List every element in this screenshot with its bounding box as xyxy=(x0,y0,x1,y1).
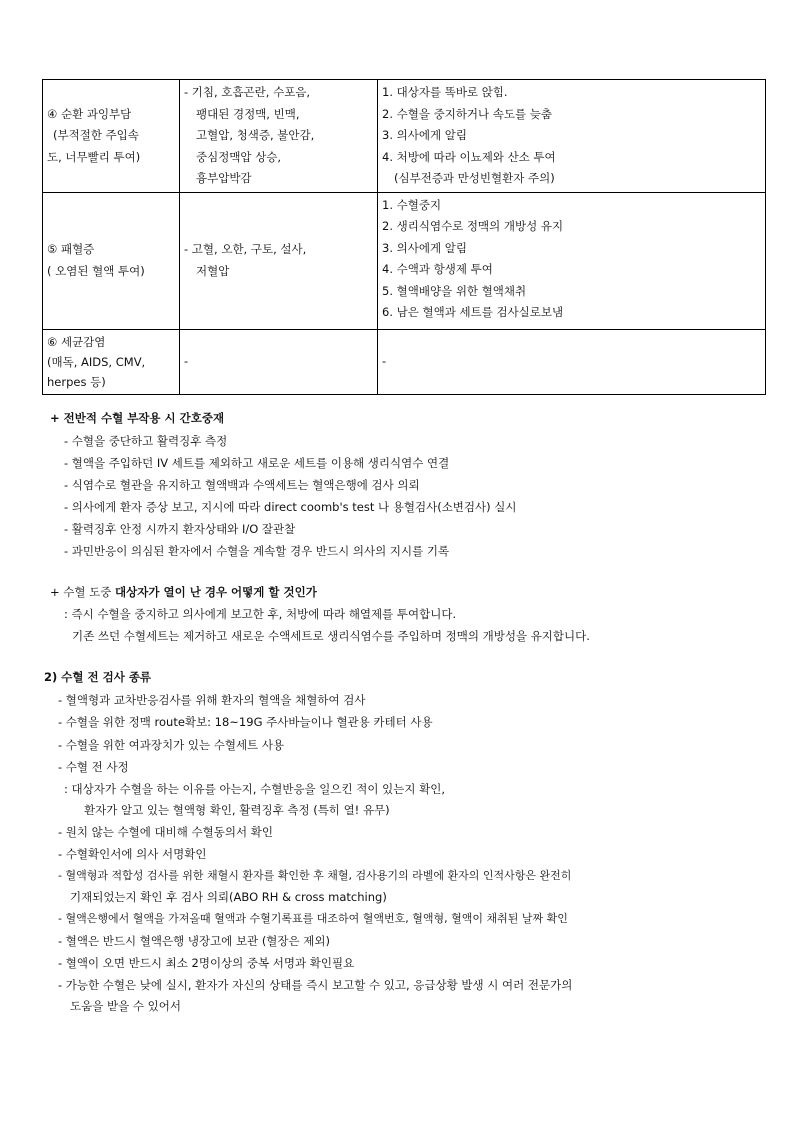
table-row xyxy=(43,80,766,193)
list-item: - 원치 않는 수혈에 대비해 수혈동의서 확인 xyxy=(58,825,273,839)
cause-cell xyxy=(43,329,180,394)
symptom-line: 중심정맥압 상승, xyxy=(196,149,282,164)
intervention-line: 3. 의사에게 알림 xyxy=(382,128,467,142)
list-item: - 수혈 전 사정 xyxy=(58,760,129,774)
symptom-line: 저혈압 xyxy=(196,263,230,278)
intervention-line: 1. 수혈중지 xyxy=(382,197,442,212)
list-item: - 혈액이 오면 반드시 최소 2명이상의 중복 서명과 확인필요 xyxy=(58,956,355,970)
intervention-line: 2. 생리식염수로 정맥의 개방성 유지 xyxy=(382,219,564,233)
cause-line: ④ 순환 과잉부담 xyxy=(47,106,132,121)
list-item: - 의사에게 환자 증상 보고, 지시에 따라 direct coomb's test 나 용혈검사(소변검사) 실시 xyxy=(64,500,517,514)
cause-line: (매독, AIDS, CMV, xyxy=(47,354,146,369)
table-row xyxy=(43,329,766,394)
fever-line: : 즉시 수혈을 중지하고 의사에게 보고한 후, 처방에 따라 해열제를 투여합니다. xyxy=(64,607,457,621)
list-item: - 수혈을 위한 정맥 route확보: 18~19G 주사바늘이나 혈관용 카테터 사용 xyxy=(58,715,433,729)
symptom-line: 흉부압박감 xyxy=(196,171,252,185)
symptoms-cell xyxy=(180,192,378,329)
symptom-line: 고혈압, 청색증, 불안감, xyxy=(196,128,315,142)
list-item: - 혈액은 반드시 혈액은행 냉장고에 보관 (혈장은 제외) xyxy=(58,934,330,948)
fever-line: 기존 쓰던 수혈세트는 제거하고 새로운 수액세트로 생리식염수를 주입하며 정맥의 개방성을 유지합니다. xyxy=(72,629,590,643)
symptoms-cell xyxy=(180,80,378,193)
list-item: - 수혈확인서에 의사 서명확인 xyxy=(58,847,207,861)
cause-cell xyxy=(43,80,180,193)
pretest-title: 2) 수혈 전 검사 종류 xyxy=(44,670,152,684)
symptom-line: - 기침, 호흡곤란, 수포음, xyxy=(184,85,311,99)
transfusion-reaction-table xyxy=(42,79,766,395)
interventions-cell xyxy=(378,192,766,329)
list-item: - 혈액을 주입하던 IV 세트를 제외하고 새로운 세트를 이용해 생리식염수 연결 xyxy=(64,456,450,470)
intervention-line: 4. 처방에 따라 이뇨제와 산소 투여 xyxy=(382,149,556,164)
intervention-line: 1. 대상자를 똑바로 앉힘. xyxy=(382,85,508,99)
list-item: - 혈액은행에서 혈액을 가져올때 혈액과 수혈기록표를 대조하여 혈액번호, 혈액형, 혈액이 채취된 날짜 확인 xyxy=(58,912,568,925)
cause-line: ⑤ 패혈증 xyxy=(47,242,95,256)
symptom-line: - 고혈, 오한, 구토, 설사, xyxy=(184,242,307,256)
list-item: - 가능한 수혈은 낮에 실시, 환자가 자신의 상태를 즉시 보고할 수 있고, 응급상황 발생 시 여러 전문가의 xyxy=(58,978,573,992)
intervention-line: 3. 의사에게 알림 xyxy=(382,240,467,255)
intervention-line: 4. 수액과 항생제 투여 xyxy=(382,262,493,276)
intervention-line: 6. 남은 혈액과 세트를 검사실로보냄 xyxy=(382,305,564,319)
symptom-line: - xyxy=(184,353,189,368)
list-item: - 수혈을 위한 여과장치가 있는 수혈세트 사용 xyxy=(58,738,285,752)
interventions-cell xyxy=(378,329,766,394)
table-row xyxy=(43,192,766,329)
fever-title-bold: 대상자가 열이 난 경우 어떻게 할 것인가 xyxy=(115,585,317,599)
cause-line: herpes 등) xyxy=(47,374,106,389)
list-item: - 활력징후 안정 시까지 환자상태와 I/O 잘관찰 xyxy=(64,522,296,536)
list-item: 기재되었는지 확인 후 검사 의뢰(ABO RH & cross matching) xyxy=(70,890,387,904)
intervention-line: 2. 수혈을 중지하거나 속도를 늦춤 xyxy=(382,106,553,121)
list-item: 도움을 받을 수 있어서 xyxy=(70,999,181,1013)
symptom-line: 팽대된 경정맥, 빈맥, xyxy=(196,106,300,121)
symptoms-cell xyxy=(180,329,378,394)
list-item: - 식염수로 혈관을 유지하고 혈액백과 수액세트는 혈액은행에 검사 의뢰 xyxy=(64,478,420,492)
cause-line: (부적절한 주입속 xyxy=(53,128,139,142)
intervention-line: (심부전증과 만성빈혈환자 주의) xyxy=(394,171,555,185)
list-item: - 수혈을 중단하고 활력징후 측정 xyxy=(64,434,228,448)
interventions-cell xyxy=(378,80,766,193)
list-item: 환자가 알고 있는 혈액형 확인, 활력징후 측정 (특히 열! 유무) xyxy=(84,803,390,817)
intervention-line: 5. 혈액배양을 위한 혈액채취 xyxy=(382,283,527,298)
cause-line: 도, 너무빨리 투여) xyxy=(47,149,141,164)
fever-title xyxy=(50,582,317,602)
list-item: - 혈액형과 교차반응검사를 위해 환자의 혈액을 채혈하여 검사 xyxy=(58,693,366,707)
intervention-line: - xyxy=(382,353,387,368)
list-item: - 과민반응이 의심된 환자에서 수혈을 계속할 경우 반드시 의사의 지시를 기록 xyxy=(64,544,450,558)
cause-cell xyxy=(43,192,180,329)
fever-title-prefix: + 수혈 도중 xyxy=(50,585,116,599)
cause-line: ⑥ 세균감염 xyxy=(47,334,106,349)
cause-line: ( 오염된 혈액 투여) xyxy=(47,263,145,278)
nursing-title: + 전반적 수혈 부작용 시 간호중재 xyxy=(50,411,225,425)
list-item: - 혈액형과 적합성 검사를 위한 채혈시 환자를 확인한 후 채혈, 검사용기의 라벨에 환자의 인적사항은 완전히 xyxy=(58,869,572,882)
list-item: : 대상자가 수혈을 하는 이유를 아는지, 수혈반응을 일으킨 적이 있는지 확인, xyxy=(64,782,446,796)
